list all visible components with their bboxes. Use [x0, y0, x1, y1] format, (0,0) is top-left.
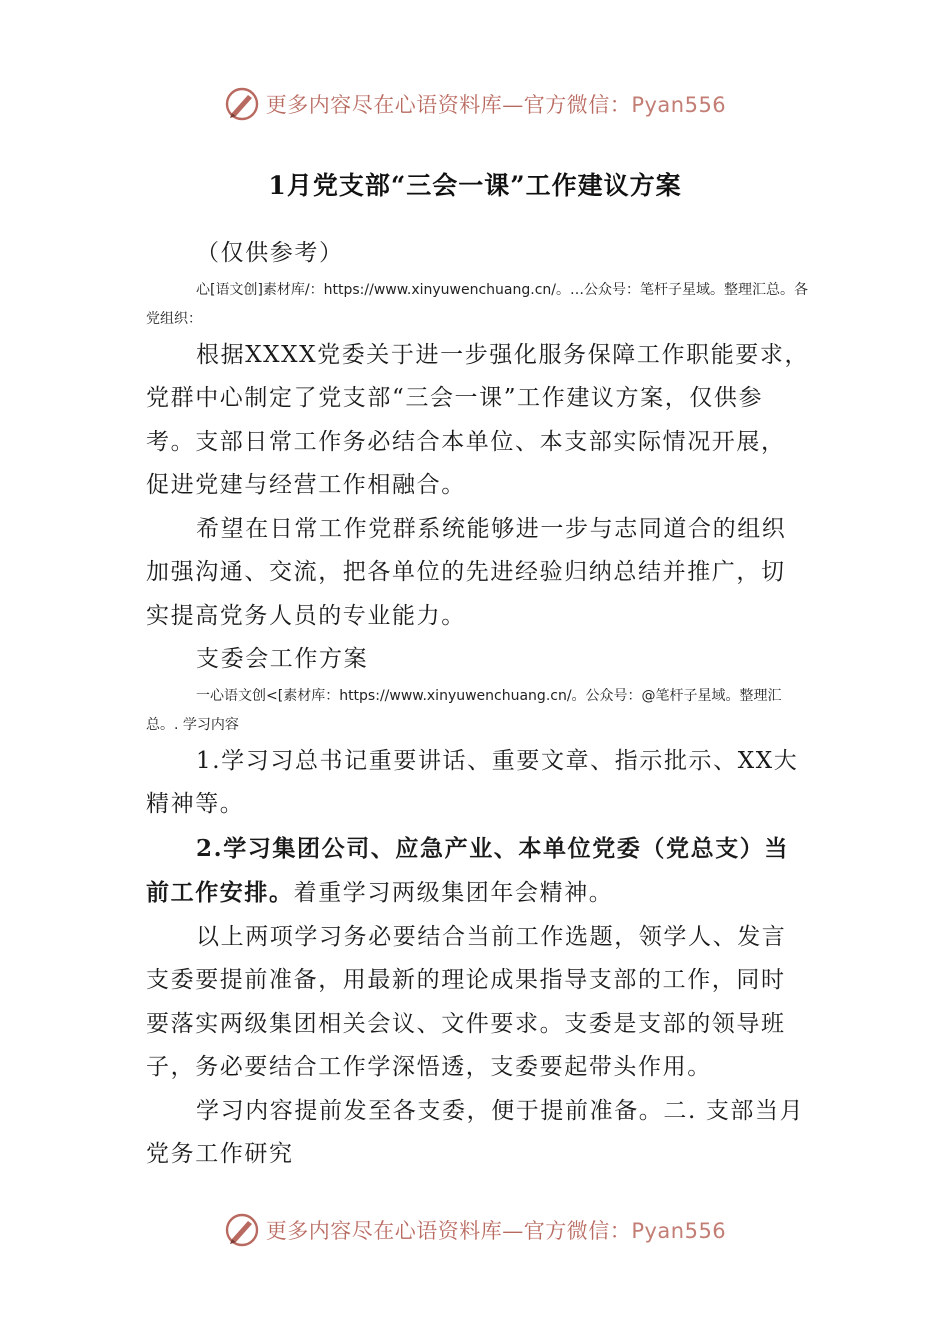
watermark-text: 更多内容尽在心语资料库—官方微信：Pyan556 — [265, 1219, 727, 1243]
pen-circle-logo-icon — [224, 1212, 260, 1248]
study-item-2-rest: 着重学习两级集团年会精神。 — [293, 880, 614, 906]
watermark-text: 更多内容尽在心语资料库—官方微信：Pyan556 — [265, 93, 727, 117]
source-note-1: 心[语文创]素材库/：https://www.xinyuwenchuang.cn/。…公众号：笔杆子星域。整理汇总。各党组织： — [146, 281, 808, 327]
paragraph-hope: 希望在日常工作党群系统能够进一步与志同道合的组织加强沟通、交流，把各单位的先进经验归纳总结并推广，切实提高党务人员的专业能力。 — [146, 515, 787, 629]
study-item-2 — [146, 827, 810, 916]
study-item-2-bold: 2.学习集团公司、应急产业、本单位党委（党总支）当前工作安排。 — [146, 834, 790, 906]
paragraph-requirements: 以上两项学习务必要结合当前工作选题，领学人、发言支委要提前准备，用最新的理论成果指导支部的工作，同时要落实两级集团相关会议、文件要求。支委是支部的领导班子，务必要结合工作学深悟透，支委要起带头作用。 — [146, 923, 787, 1080]
paragraph-preparation: 学习内容提前发至各支委，便于提前准备。二. 支部当月党务工作研究 — [146, 1097, 805, 1167]
document-body — [146, 232, 810, 1177]
top-watermark-banner — [0, 82, 950, 126]
document-subtitle: （仅供参考） — [196, 240, 344, 266]
section-heading-committee: 支委会工作方案 — [196, 646, 369, 672]
study-item-1: 1.学习习总书记重要讲话、重要文章、指示批示、XX大精神等。 — [146, 747, 799, 817]
source-note-2: 一心语文创<[素材库：https://www.xinyuwenchuang.cn/。公众号：@笔杆子星域。整理汇总。. 学习内容 — [146, 687, 782, 733]
pen-circle-logo-icon — [224, 86, 260, 122]
paragraph-intro: 根据XXXX党委关于进一步强化服务保障工作职能要求，党群中心制定了党支部“三会一课”工作建议方案，仅供参考。支部日常工作务必结合本单位、本支部实际情况开展，促进党建与经营工作相融合。 — [146, 341, 810, 498]
bottom-watermark-banner — [0, 1208, 950, 1252]
document-title: 1月党支部“三会一课”工作建议方案 — [268, 171, 682, 200]
